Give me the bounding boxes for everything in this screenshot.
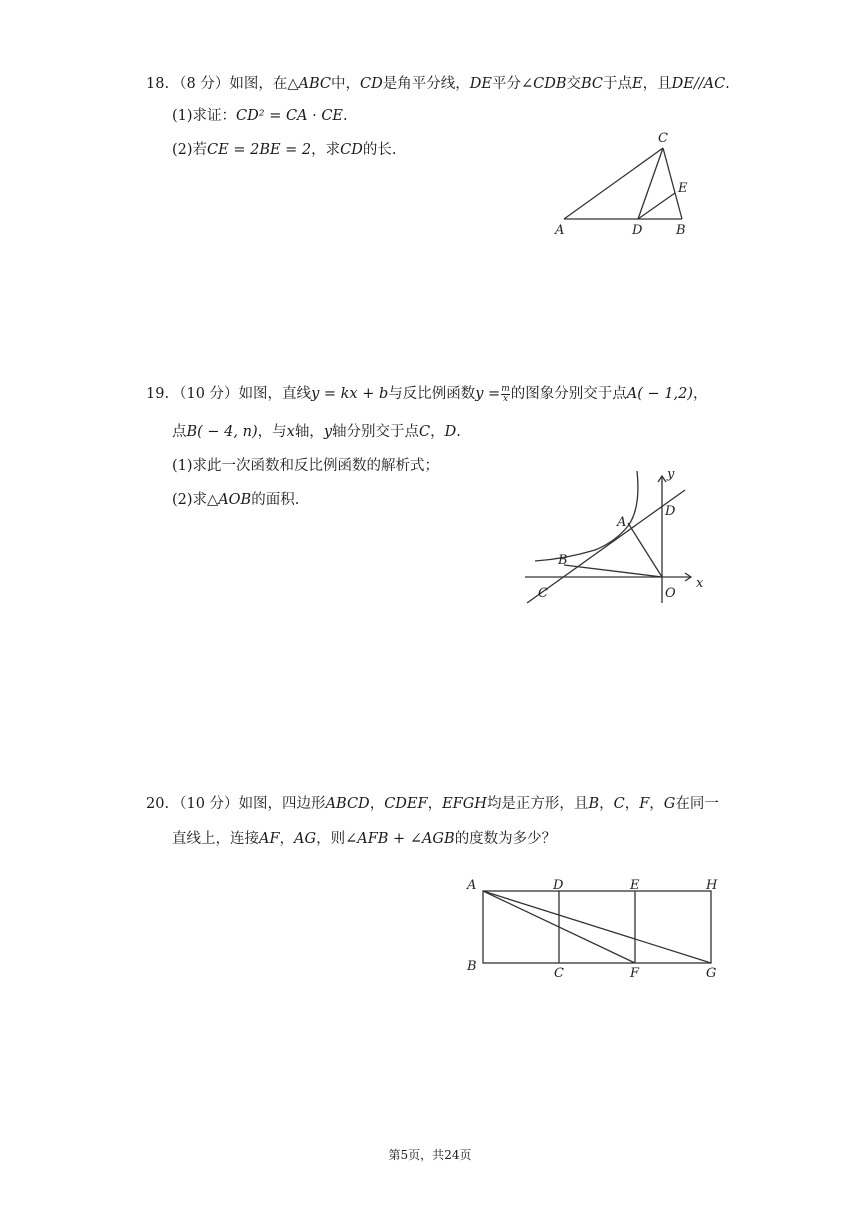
label-a: A (467, 878, 477, 893)
question-19-stem-line-2: 点B( − 4, n)，与x轴，y轴分别交于点C，D. (172, 424, 461, 440)
label-b: B (558, 553, 568, 568)
question-19-number: 19. (146, 386, 170, 402)
label-e: E (630, 878, 640, 893)
label-c: C (554, 966, 564, 981)
segment-bo (564, 565, 662, 577)
question-20-number: 20. (146, 796, 170, 812)
question-19-part-2: (2)求△AOB的面积. (172, 492, 300, 508)
label-o: O (665, 586, 676, 601)
question-20-stem: （10 分）如图，四边形ABCD，CDEF，EFGH均是正方形，且B，C，F，G在同一 (172, 796, 719, 812)
label-g: G (706, 966, 717, 981)
label-a: A (617, 515, 627, 530)
question-19-stem: （10 分）如图，直线y = kx + b与反比例函数$y =\frac{m}{x}$的图象分别交于点A( − 1,2)， (172, 383, 708, 404)
label-b: B (676, 223, 686, 238)
question-18-part-1: (1)求证：CD² = CA · CE. (172, 108, 348, 124)
question-18-stem: （8 分）如图，在△ABC中，CD是角平分线，DE平分∠CDB交BC于点E，且DE//AC. (172, 76, 730, 92)
question-18-part-2: (2)若CE = 2BE = 2，求CD的长. (172, 142, 397, 158)
fraction-m-over-x: $\frac{m}{x}$ (501, 383, 510, 404)
question-20-figure (462, 872, 732, 987)
label-d: D (632, 223, 643, 238)
label-c: C (538, 586, 548, 601)
segment-cd (638, 148, 663, 219)
segment-ag (483, 891, 711, 963)
label-d: D (553, 878, 564, 893)
label-e: E (678, 181, 688, 196)
label-x: x (696, 576, 704, 591)
question-18-figure (550, 128, 710, 240)
label-a: A (555, 223, 565, 238)
segment-ao (628, 523, 662, 577)
segment-de (638, 193, 675, 219)
label-h: H (706, 878, 718, 893)
label-y: y (667, 467, 675, 482)
question-20-stem-line-2: 直线上，连接AF，AG，则∠AFB + ∠AGB的度数为多少？ (172, 831, 557, 847)
label-d: D (665, 504, 676, 519)
label-b: B (467, 959, 477, 974)
segment-ac (564, 148, 663, 219)
label-f: F (630, 966, 640, 981)
line-y-kx-b (527, 490, 685, 603)
label-c: C (658, 131, 668, 146)
question-19-figure (515, 468, 715, 608)
question-18-number: 18. (146, 76, 170, 92)
question-19-part-1: (1)求此一次函数和反比例函数的解析式； (172, 458, 440, 474)
page-total: 24 (444, 1148, 460, 1162)
page-number: 5 (400, 1148, 409, 1162)
page-footer: 第5页，共24页 (388, 1148, 472, 1162)
